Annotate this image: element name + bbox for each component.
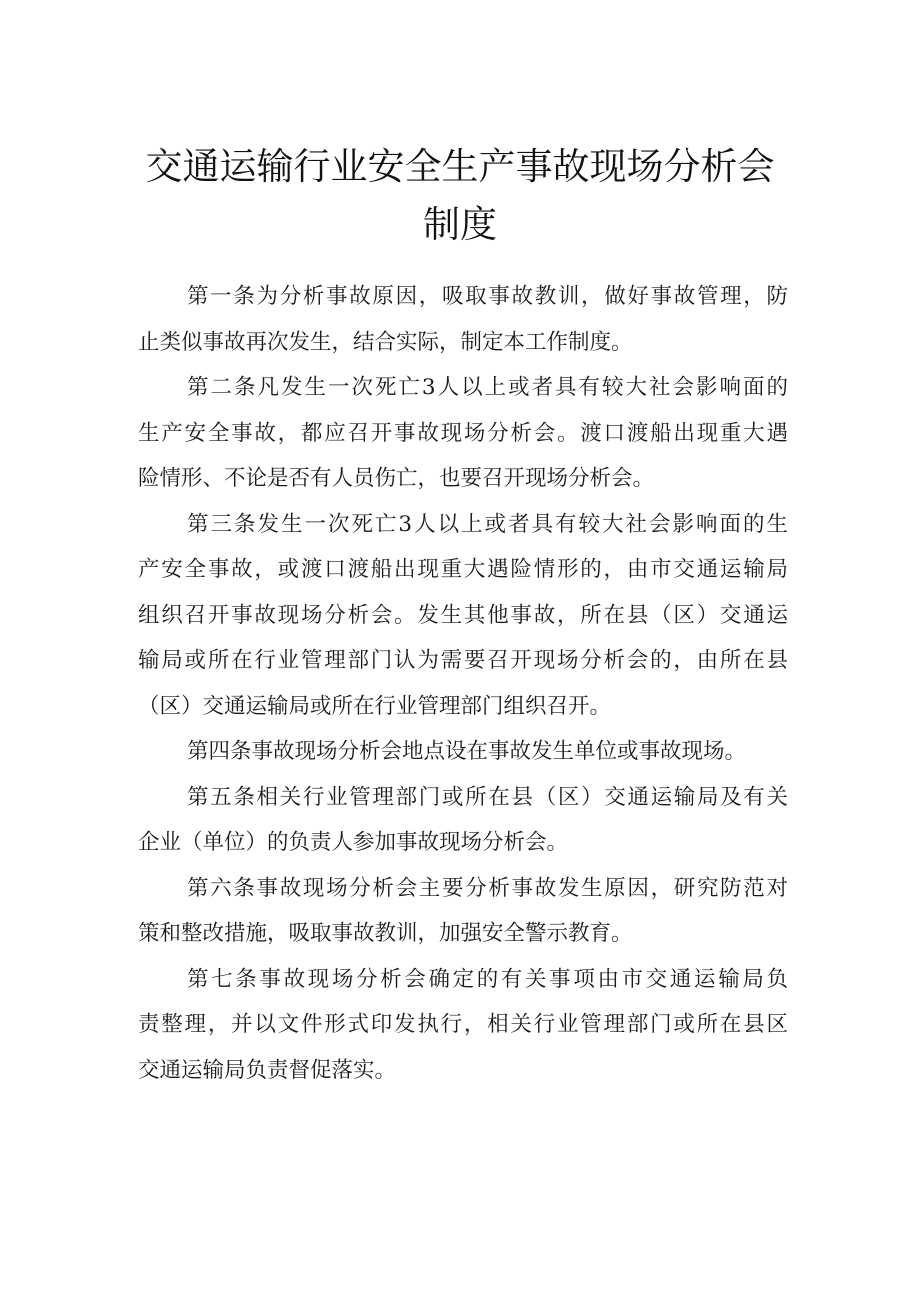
article-line: 止类似事故再次发生，结合实际，制定本工作制度。: [138, 329, 633, 355]
article-line: 第七条事故现场分析会确定的有关事项由市交通运输局负: [187, 966, 788, 992]
article-2: [138, 365, 788, 502]
article-5: [138, 775, 788, 866]
article-line: 第五条相关行业管理部门或所在县（区）交通运输局及有关: [187, 784, 788, 810]
article-line: 第四条事故现场分析会地点设在事故发生单位或事故现场。: [187, 739, 747, 764]
document-title: [120, 138, 800, 254]
article-line: 第二条凡发生一次死亡3人以上或者具有较大社会影响面的: [187, 375, 788, 400]
article-6: [138, 866, 788, 957]
article-line: 险情形、不论是否有人员伤亡，也要召开现场分析会。: [138, 466, 655, 491]
article-1: [138, 274, 788, 365]
article-line: 策和整改措施，吸取事故教训，加强安全警示教育。: [138, 921, 633, 946]
article-line: 输局或所在行业管理部门认为需要召开现场分析会的，由所在县: [138, 648, 788, 673]
article-7: [138, 957, 788, 1094]
article-line: （区）交通运输局或所在行业管理部门组织召开。: [138, 693, 612, 719]
article-line: 交通运输局负责督促落实。: [138, 1057, 397, 1083]
title-line-1: 交通运输行业安全生产事故现场分析会: [145, 145, 775, 188]
article-line: 产安全事故，或渡口渡船出现重大遇险情形的，由市交通运输局: [138, 557, 788, 582]
article-line: 企业（单位）的负责人参加事故现场分析会。: [138, 830, 569, 855]
article-3: [138, 502, 788, 730]
article-line: 责整理，并以文件形式印发执行，相关行业管理部门或所在县区: [138, 1012, 788, 1037]
article-line: 生产安全事故，都应召开事故现场分析会。渡口渡船出现重大遇: [138, 420, 788, 446]
article-line: 组织召开事故现场分析会。发生其他事故，所在县（区）交通运: [138, 602, 788, 628]
article-line: 第六条事故现场分析会主要分析事故发生原因，研究防范对: [187, 875, 788, 901]
article-line: 第一条为分析事故原因，吸取事故教训，做好事故管理，防: [187, 284, 788, 309]
title-line-2: 制度: [423, 203, 497, 246]
article-line: 第三条发生一次死亡3人以上或者具有较大社会影响面的生: [187, 511, 788, 537]
article-4: [138, 729, 788, 775]
document-body: [138, 274, 788, 1093]
